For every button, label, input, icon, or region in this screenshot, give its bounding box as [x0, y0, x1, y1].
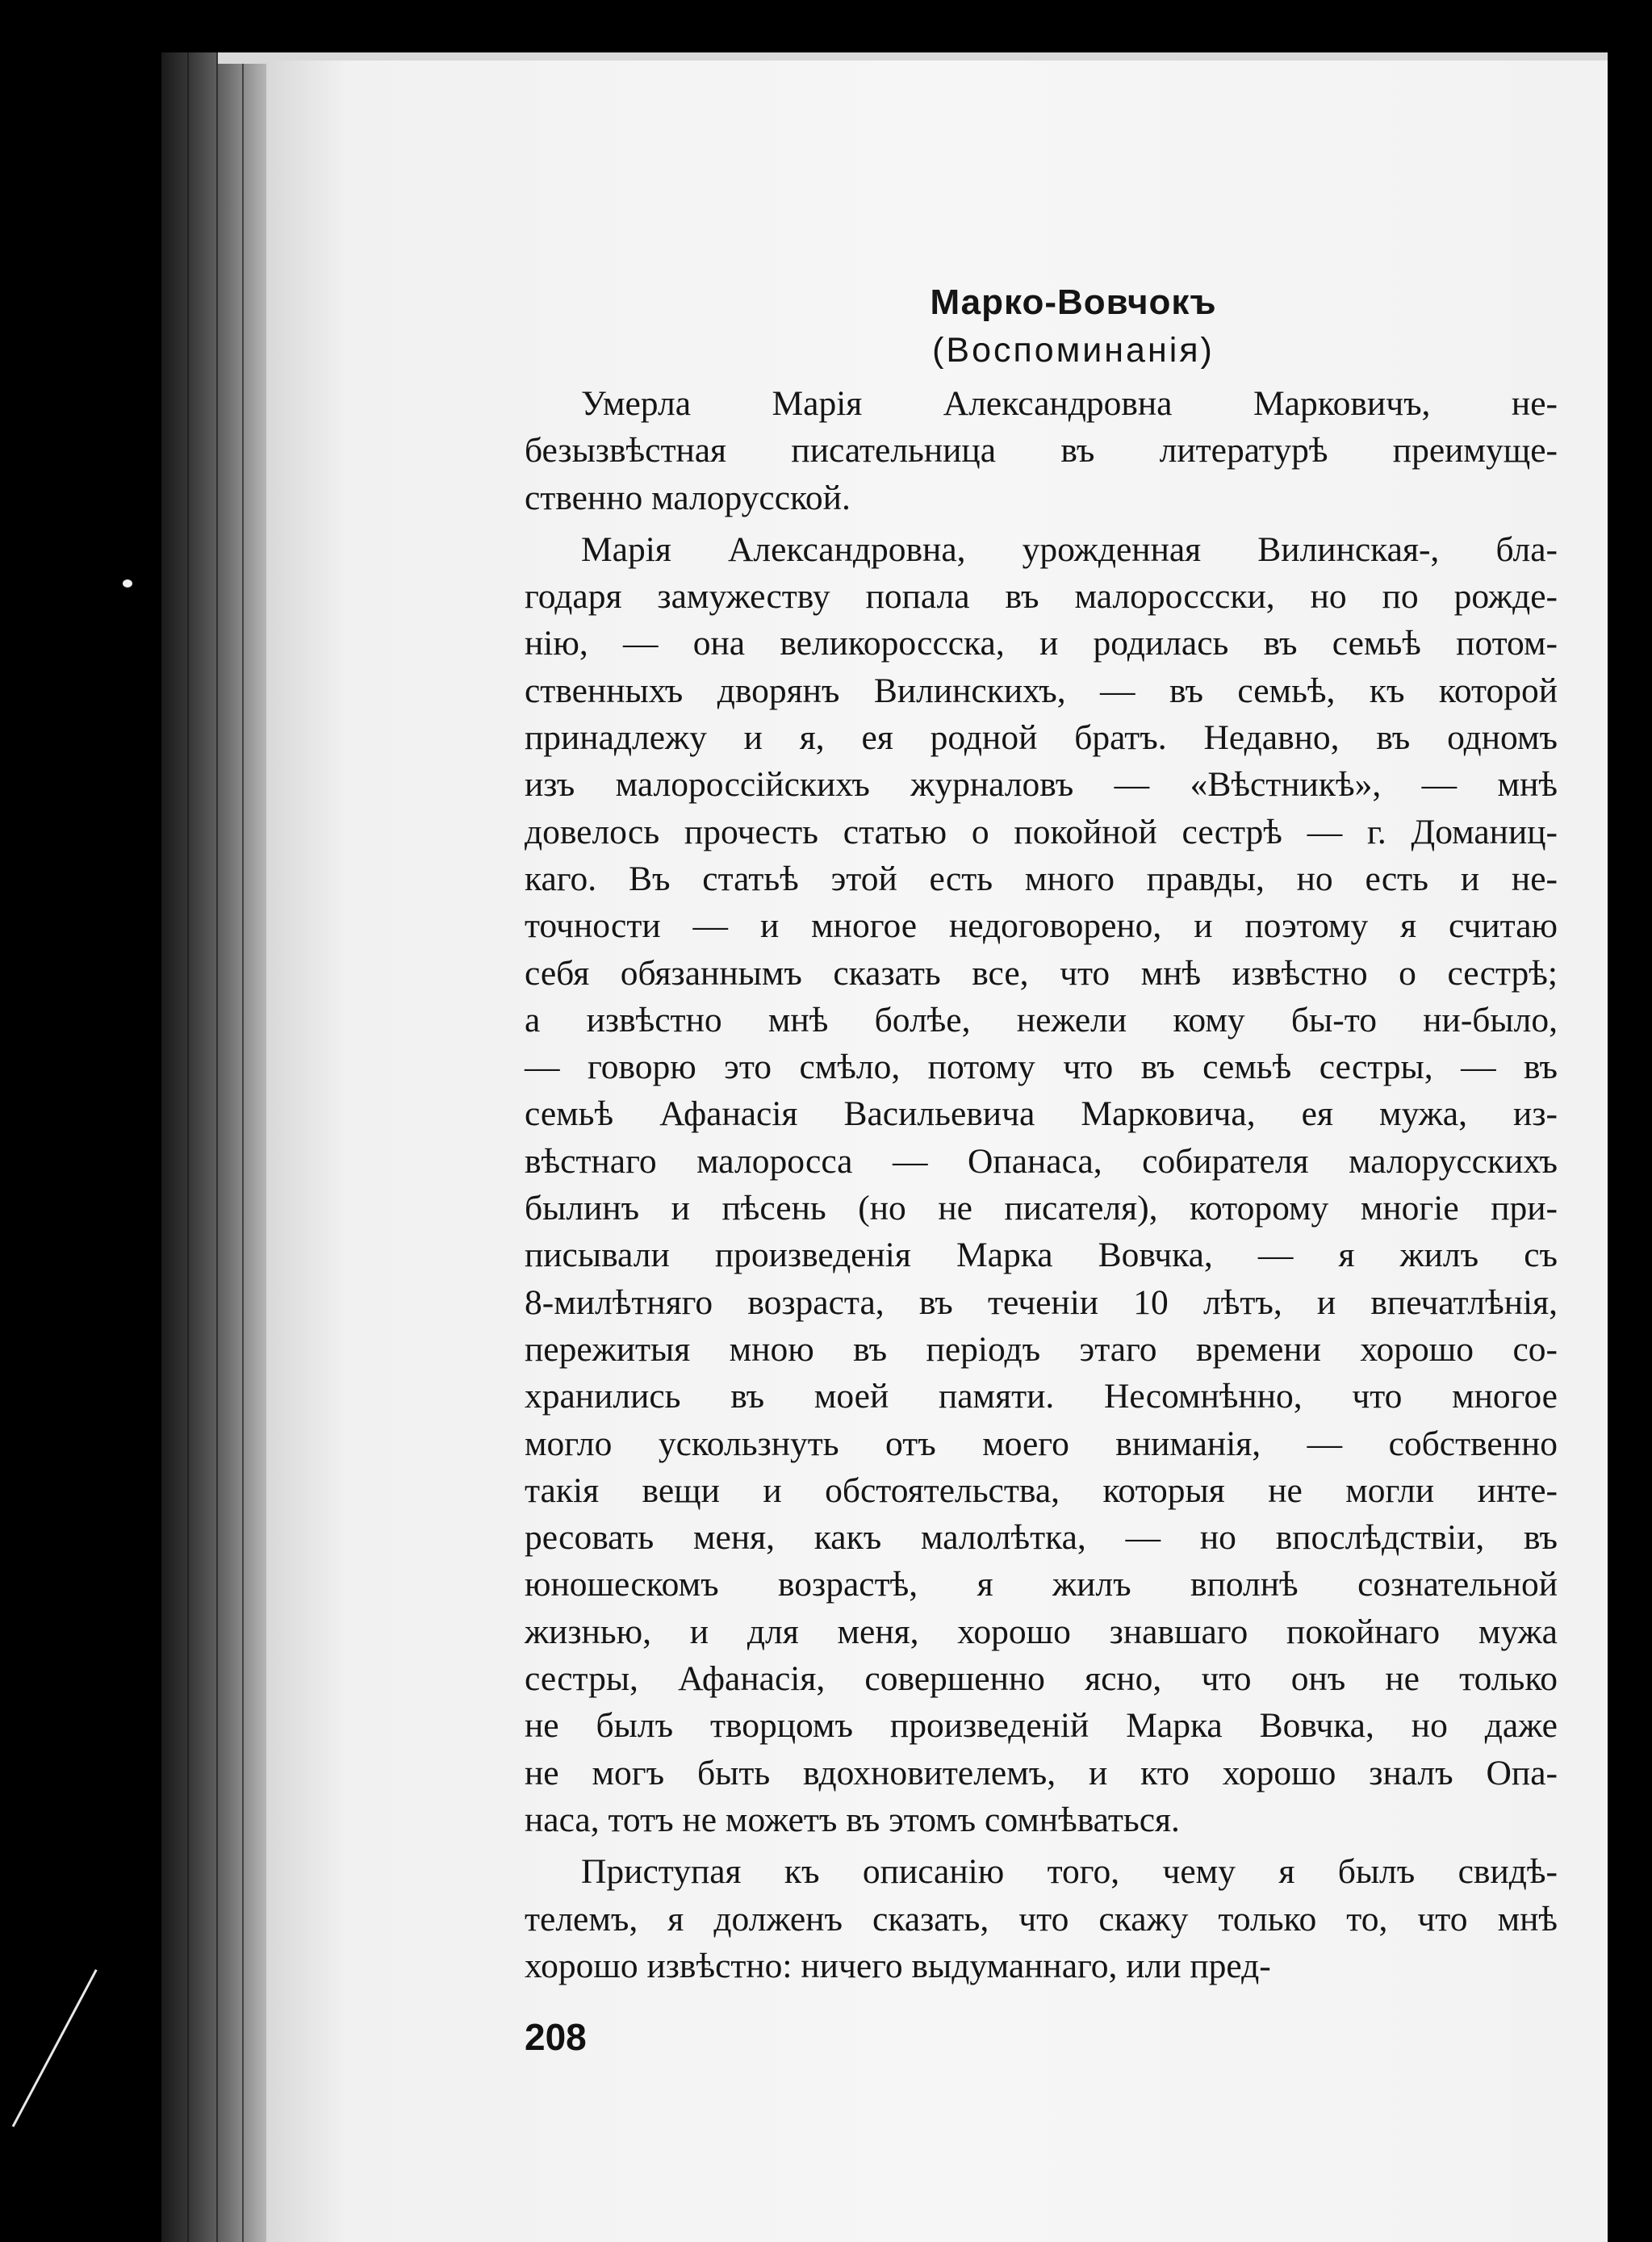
- scan-speck: [123, 579, 132, 588]
- text-line: былинъ и пѣсень (но не писателя), которому многіе при-: [525, 1189, 1558, 1228]
- book-gutter: [161, 52, 282, 2242]
- paragraph: [525, 1848, 1558, 1989]
- text-line: изъ малороссійскихъ журналовъ — «Вѣстникѣ», — мнѣ: [525, 765, 1558, 805]
- text-line: принадлежу и я, ея родной братъ. Недавно, въ одномъ: [525, 718, 1558, 758]
- text-line: — говорю это смѣло, потому что въ семьѣ сестры, — въ: [525, 1048, 1558, 1087]
- text-line: писывали произведенія Марка Вовчка, — я жилъ съ: [525, 1236, 1558, 1275]
- text-line: ственныхъ дворянъ Вилинскихъ, — въ семьѣ, къ которой: [525, 671, 1558, 710]
- text-line: не былъ творцомъ произведеній Марка Вовчка, но даже: [525, 1706, 1558, 1746]
- article-body: [525, 380, 1558, 1989]
- text-line: 8-милѣтняго возраста, въ теченіи 10 лѣтъ, и впечатлѣнія,: [525, 1282, 1558, 1322]
- text-line: могло ускользнуть отъ моего вниманія, — собственно: [525, 1424, 1558, 1463]
- binding-line: [216, 52, 218, 2242]
- text-line: семьѣ Афанасія Васильевича Марковича, ея мужа, из-: [525, 1094, 1558, 1134]
- text-line: сестры, Афанасія, совершенно ясно, что онъ не только: [525, 1659, 1558, 1699]
- text-line: пережитыя мною въ періодъ этаго времени хорошо со-: [525, 1329, 1558, 1369]
- text-line: а извѣстно мнѣ болѣе, нежели кому бы-то ни-было,: [525, 1000, 1558, 1039]
- text-line: безызвѣстная писательница въ литературѣ преимуще-: [525, 431, 1558, 471]
- binding-line: [187, 52, 189, 2242]
- text-line: наса, тотъ не можетъ въ этомъ сомнѣваться.: [525, 1800, 1180, 1839]
- right-border: [1608, 52, 1652, 2242]
- text-line: вѣстнаго малоросса — Опанаса, собирателя малорусскихъ: [525, 1141, 1558, 1181]
- page-number: 208: [525, 2016, 587, 2058]
- text-line: себя обязаннымъ сказать все, что мнѣ извѣстно о сестрѣ;: [525, 953, 1558, 993]
- article-title: Марко-Вовчокъ: [930, 282, 1217, 322]
- text-line: хорошо извѣстно: ничего выдуманнаго, или пред-: [525, 1946, 1271, 1985]
- text-line: Марія Александровна, урожденная Вилинская-, бла-: [581, 529, 1558, 569]
- text-line: нію, — она великороссска, и родилась въ семьѣ потом-: [525, 624, 1558, 663]
- scan-scratch: [12, 1969, 98, 2127]
- text-line: Умерла Марія Александровна Марковичъ, не-: [581, 384, 1558, 423]
- text-line: Приступая къ описанію того, чему я былъ свидѣ-: [581, 1852, 1558, 1892]
- text-line: точности — и многое недоговорено, и поэтому я считаю: [525, 906, 1558, 946]
- paragraph: [525, 526, 1558, 1843]
- text-line: не могъ быть вдохновителемъ, и кто хорошо зналъ Опа-: [525, 1753, 1558, 1792]
- text-line: ственно малорусской.: [525, 478, 851, 517]
- page-text: [525, 282, 1558, 1994]
- text-line: годаря замужеству попала въ малороссски, но по рожде-: [525, 577, 1558, 617]
- text-line: жизнью, и для меня, хорошо знавшаго покойнаго мужа: [525, 1612, 1558, 1651]
- text-line: ресовать меня, какъ малолѣтка, — но впослѣдствіи, въ: [525, 1518, 1558, 1558]
- paragraph: [525, 380, 1558, 521]
- binding-line: [242, 52, 244, 2242]
- text-line: каго. Въ статьѣ этой есть много правды, но есть и не-: [525, 859, 1558, 898]
- text-line: юношескомъ возрастѣ, я жилъ вполнѣ сознательной: [525, 1565, 1558, 1604]
- article-subtitle: (Воспоминанія): [932, 331, 1215, 370]
- text-line: телемъ, я долженъ сказать, что скажу только то, что мнѣ: [525, 1899, 1558, 1939]
- text-line: такія вещи и обстоятельства, которыя не могли инте-: [525, 1470, 1558, 1510]
- text-line: довелось прочесть статью о покойной сестрѣ — г. Доманиц-: [525, 812, 1558, 851]
- text-line: хранились въ моей памяти. Несомнѣнно, что многое: [525, 1377, 1558, 1416]
